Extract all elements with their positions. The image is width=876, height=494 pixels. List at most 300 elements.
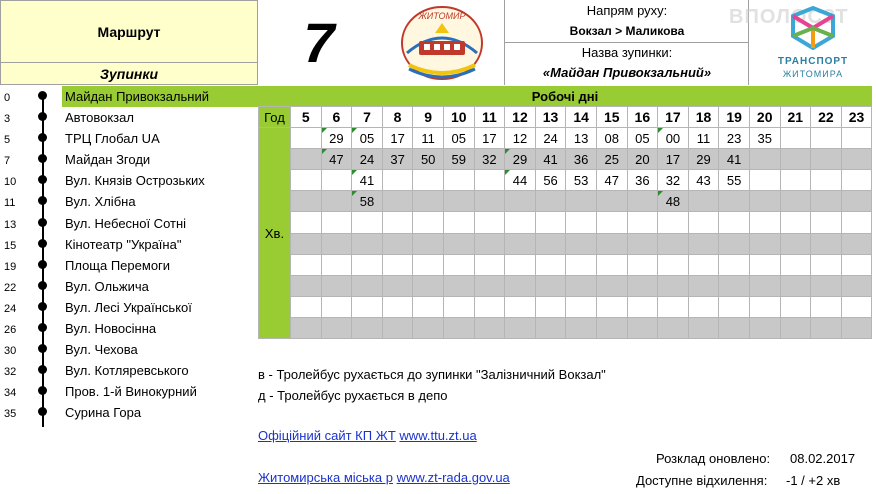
departure-cell: 05	[352, 128, 383, 149]
stop-name[interactable]: Вул. Чехова	[65, 342, 138, 358]
departure-cell: 41	[535, 149, 566, 170]
departure-cell	[749, 254, 780, 275]
stop-minute: 24	[4, 302, 17, 315]
departure-cell: 12	[505, 128, 536, 149]
departure-cell	[382, 170, 413, 191]
departure-cell	[811, 149, 842, 170]
departure-cell	[627, 212, 658, 233]
timetable-row	[259, 170, 872, 191]
deviation-label: Доступне відхилення:	[636, 473, 768, 488]
stop-name[interactable]: ТРЦ Глобал UA	[65, 131, 160, 147]
departure-cell: 05	[443, 128, 474, 149]
hour-header-label: Год	[259, 107, 291, 128]
departure-cell	[352, 275, 383, 296]
departure-cell	[566, 275, 597, 296]
departure-cell	[811, 128, 842, 149]
departure-cell	[413, 317, 444, 338]
departure-cell	[841, 233, 872, 254]
stop-name[interactable]: Вул. Князів Острозьких	[65, 173, 205, 189]
hour-header: 18	[688, 107, 719, 128]
departure-cell	[719, 317, 750, 338]
stop-row	[0, 149, 258, 170]
departure-cell	[780, 170, 811, 191]
departure-cell	[535, 191, 566, 212]
departure-cell: 44	[505, 170, 536, 191]
hour-header: 21	[780, 107, 811, 128]
stop-dot-icon	[38, 91, 47, 100]
departure-cell	[443, 191, 474, 212]
departure-cell	[749, 317, 780, 338]
departure-cell	[474, 170, 505, 191]
council-site-label-link[interactable]: Житомирська міська р	[258, 470, 393, 485]
departure-cell	[505, 212, 536, 233]
departure-cell	[505, 275, 536, 296]
official-site-label-link[interactable]: Офіційний сайт КП ЖТ	[258, 428, 396, 443]
departure-cell	[841, 128, 872, 149]
hour-header: 5	[291, 107, 322, 128]
hour-header: 10	[443, 107, 474, 128]
departure-cell	[811, 317, 842, 338]
departure-cell	[780, 233, 811, 254]
departure-cell	[474, 191, 505, 212]
departure-cell	[780, 254, 811, 275]
departure-cell	[811, 275, 842, 296]
stop-dot-icon	[38, 218, 47, 227]
departure-cell	[291, 296, 322, 317]
stop-minute: 26	[4, 324, 17, 337]
departure-cell	[780, 149, 811, 170]
departure-cell	[474, 212, 505, 233]
departure-cell	[291, 149, 322, 170]
departure-cell	[719, 254, 750, 275]
departure-cell	[596, 296, 627, 317]
stop-dot-icon	[38, 239, 47, 248]
timetable	[258, 106, 872, 339]
departure-cell	[749, 149, 780, 170]
departure-cell: 05	[627, 128, 658, 149]
stop-minute: 0	[4, 92, 11, 104]
hour-header: 17	[658, 107, 689, 128]
hour-header: 12	[505, 107, 536, 128]
header-info	[504, 0, 748, 85]
departure-cell: 29	[688, 149, 719, 170]
departure-cell	[382, 254, 413, 275]
departure-cell	[382, 233, 413, 254]
updated-date: 08.02.2017	[790, 451, 856, 466]
transport-logo-line2: ЖИТОМИРА	[782, 69, 844, 79]
departure-cell	[841, 275, 872, 296]
stop-row	[0, 318, 258, 339]
departure-cell	[291, 128, 322, 149]
stop-name[interactable]: Сурина Гора	[65, 405, 142, 421]
hour-header: 15	[596, 107, 627, 128]
departure-cell	[291, 212, 322, 233]
stop-row	[0, 128, 258, 149]
council-site-row	[258, 470, 510, 485]
departure-cell	[505, 233, 536, 254]
departure-cell	[291, 233, 322, 254]
stop-name[interactable]: Вул. Хлібна	[65, 194, 136, 210]
departure-cell	[535, 296, 566, 317]
stop-row	[0, 255, 258, 276]
departure-cell: 17	[382, 128, 413, 149]
departure-cell	[413, 275, 444, 296]
departure-cell	[780, 212, 811, 233]
departure-cell	[535, 212, 566, 233]
departure-cell	[443, 254, 474, 275]
departure-cell	[627, 275, 658, 296]
departure-cell: 41	[352, 170, 383, 191]
departure-cell	[596, 275, 627, 296]
departure-cell	[596, 191, 627, 212]
departure-cell	[780, 128, 811, 149]
departure-cell	[505, 191, 536, 212]
stop-row	[0, 360, 258, 381]
stops-list	[0, 86, 258, 424]
departure-cell	[780, 317, 811, 338]
departure-cell	[811, 233, 842, 254]
departure-cell	[841, 149, 872, 170]
departure-cell	[382, 212, 413, 233]
departure-cell	[443, 296, 474, 317]
stops-header: Зупинки	[0, 63, 258, 85]
departure-cell	[627, 296, 658, 317]
departure-cell	[811, 296, 842, 317]
departure-cell	[413, 254, 444, 275]
departure-cell	[596, 254, 627, 275]
departure-cell	[596, 317, 627, 338]
departure-cell	[352, 254, 383, 275]
departure-cell	[443, 275, 474, 296]
departure-cell: 56	[535, 170, 566, 191]
official-site-url-link[interactable]: www.ttu.zt.ua	[399, 428, 477, 443]
departure-cell	[474, 254, 505, 275]
departure-cell	[749, 191, 780, 212]
departure-cell	[780, 191, 811, 212]
departure-cell: 00	[658, 128, 689, 149]
departure-cell: 35	[749, 128, 780, 149]
stop-value: «Майдан Привокзальний»	[542, 65, 712, 80]
departure-cell	[658, 254, 689, 275]
stop-dot-icon	[38, 281, 47, 290]
departure-cell: 36	[566, 149, 597, 170]
departure-cell	[658, 296, 689, 317]
stop-minute: 22	[4, 281, 17, 294]
stop-minute: 5	[4, 134, 11, 147]
departure-cell	[535, 254, 566, 275]
hour-header: 23	[841, 107, 872, 128]
departure-cell	[321, 254, 352, 275]
council-site-url-link[interactable]: www.zt-rada.gov.ua	[396, 470, 510, 485]
departure-cell	[352, 296, 383, 317]
departure-cell	[658, 275, 689, 296]
stop-name[interactable]: Вул. Небесної Сотні	[65, 215, 187, 231]
stop-name[interactable]: Автовокзал	[65, 110, 134, 126]
hour-header: 6	[321, 107, 352, 128]
departure-cell	[688, 275, 719, 296]
departure-cell	[505, 317, 536, 338]
hour-header: 16	[627, 107, 658, 128]
departure-cell: 50	[413, 149, 444, 170]
departure-cell	[474, 317, 505, 338]
stop-dot-icon	[38, 386, 47, 395]
departure-cell	[749, 275, 780, 296]
departure-cell: 17	[474, 128, 505, 149]
departure-cell	[566, 296, 597, 317]
departure-cell	[321, 296, 352, 317]
departure-cell	[413, 233, 444, 254]
stop-dot-icon	[38, 133, 47, 142]
stop-name[interactable]: Вул. Новосінна	[65, 321, 157, 337]
departure-cell	[658, 212, 689, 233]
city-logo-text: ЖИТОМИР	[418, 10, 466, 21]
departure-cell	[321, 212, 352, 233]
departure-cell: 48	[658, 191, 689, 212]
departure-cell	[566, 254, 597, 275]
timetable-row	[259, 275, 872, 296]
departure-cell	[566, 233, 597, 254]
departure-cell: 59	[443, 149, 474, 170]
departure-cell: 41	[719, 149, 750, 170]
departure-cell	[719, 212, 750, 233]
stop-dot-icon	[38, 302, 47, 311]
departure-cell	[596, 233, 627, 254]
hour-header: 8	[382, 107, 413, 128]
stop-name[interactable]: Вул. Котляревського	[65, 363, 189, 379]
direction-label: Напрям руху:	[586, 3, 668, 18]
departure-cell	[413, 170, 444, 191]
departure-cell	[780, 296, 811, 317]
departure-cell	[719, 296, 750, 317]
departure-cell	[321, 275, 352, 296]
note-d: д - Тролейбус рухається в депо	[258, 388, 448, 403]
hour-header: 7	[352, 107, 383, 128]
departure-cell	[505, 254, 536, 275]
stop-minute: 7	[4, 155, 11, 168]
departure-cell: 23	[719, 128, 750, 149]
departure-cell	[321, 233, 352, 254]
departure-cell	[352, 317, 383, 338]
departure-cell: 24	[352, 149, 383, 170]
stop-minute: 13	[4, 218, 17, 231]
departure-cell	[413, 296, 444, 317]
departure-cell	[535, 233, 566, 254]
departure-cell	[474, 233, 505, 254]
hour-header: 14	[566, 107, 597, 128]
departure-cell: 11	[688, 128, 719, 149]
departure-cell: 43	[688, 170, 719, 191]
route-number: 7	[303, 11, 335, 74]
stop-minute: 10	[4, 176, 17, 189]
stop-minute: 19	[4, 260, 17, 273]
departure-cell	[474, 296, 505, 317]
transport-knot-icon	[783, 6, 843, 50]
departure-cell	[535, 275, 566, 296]
departure-cell	[658, 317, 689, 338]
timetable-row	[259, 317, 872, 338]
stop-dot-icon	[38, 260, 47, 269]
departure-cell	[321, 317, 352, 338]
deviation-value: -1 / +2 хв	[786, 473, 841, 488]
departure-cell	[291, 254, 322, 275]
departure-cell: 29	[505, 149, 536, 170]
timetable-row	[259, 128, 872, 149]
departure-cell	[627, 233, 658, 254]
departure-cell	[658, 233, 689, 254]
departure-cell	[780, 275, 811, 296]
departure-cell	[749, 233, 780, 254]
departure-cell	[841, 254, 872, 275]
departure-cell	[535, 317, 566, 338]
stop-name[interactable]: Пров. 1-й Винокурний	[65, 384, 197, 400]
departure-cell: 25	[596, 149, 627, 170]
stop-row	[0, 191, 258, 212]
stop-row	[0, 381, 258, 402]
departure-cell	[382, 191, 413, 212]
departure-cell: 11	[413, 128, 444, 149]
departure-cell	[321, 170, 352, 191]
timetable-row	[259, 296, 872, 317]
departure-cell	[627, 317, 658, 338]
departure-cell	[291, 275, 322, 296]
stop-dot-icon	[38, 154, 47, 163]
departure-cell	[688, 254, 719, 275]
timetable-row	[259, 149, 872, 170]
hour-header: 19	[719, 107, 750, 128]
departure-cell	[841, 191, 872, 212]
departure-cell	[443, 170, 474, 191]
stop-minute: 34	[4, 387, 17, 400]
minute-header-label: Хв.	[259, 128, 291, 339]
departure-cell	[566, 191, 597, 212]
city-emblem-icon	[397, 3, 487, 83]
stop-name[interactable]: Вул. Ольжича	[65, 278, 149, 294]
departure-cell: 58	[352, 191, 383, 212]
note-v: в - Тролейбус рухається до зупинки "Залізничний Вокзал"	[258, 367, 606, 382]
hour-header: 22	[811, 107, 842, 128]
stop-row	[0, 86, 258, 107]
stop-minute: 15	[4, 239, 17, 252]
departure-cell	[688, 212, 719, 233]
departure-cell	[841, 212, 872, 233]
departure-cell	[352, 233, 383, 254]
departure-cell: 17	[658, 149, 689, 170]
departure-cell	[321, 191, 352, 212]
stop-name[interactable]: Майдан Привокзальний	[62, 86, 258, 107]
stop-minute: 3	[4, 113, 11, 126]
stop-dot-icon	[38, 365, 47, 374]
departure-cell	[749, 296, 780, 317]
departure-cell: 32	[658, 170, 689, 191]
transport-logo-line1: ТРАНСПОРТ	[777, 56, 849, 67]
stop-dot-icon	[38, 344, 47, 353]
hour-header: 9	[413, 107, 444, 128]
hour-header: 13	[535, 107, 566, 128]
departure-cell	[688, 296, 719, 317]
stop-row	[0, 107, 258, 128]
stop-name[interactable]: Площа Перемоги	[65, 257, 171, 273]
stop-row	[0, 276, 258, 297]
stop-dot-icon	[38, 323, 47, 332]
departure-cell	[841, 317, 872, 338]
departure-cell	[382, 275, 413, 296]
direction-value: Вокзал > Маликова	[569, 24, 685, 38]
day-type-bar: Робочі дні	[258, 86, 872, 106]
departure-cell	[291, 170, 322, 191]
departure-cell: 36	[627, 170, 658, 191]
watermark: ВПОЛОСЗТ	[729, 6, 849, 28]
departure-cell: 37	[382, 149, 413, 170]
stop-minute: 35	[4, 408, 17, 421]
stop-name[interactable]: Кінотеатр "Україна"	[65, 236, 182, 252]
departure-cell	[505, 296, 536, 317]
departure-cell	[841, 170, 872, 191]
departure-cell	[443, 233, 474, 254]
stop-name[interactable]: Вул. Лесі Української	[65, 299, 192, 315]
timetable-row	[259, 212, 872, 233]
departure-cell	[474, 275, 505, 296]
hour-header: 20	[749, 107, 780, 128]
stop-dot-icon	[38, 175, 47, 184]
departure-cell	[811, 212, 842, 233]
departure-cell	[627, 191, 658, 212]
stop-row	[0, 402, 258, 423]
departure-cell: 13	[566, 128, 597, 149]
departure-cell	[566, 212, 597, 233]
official-site-row	[258, 428, 477, 443]
stop-minute: 32	[4, 366, 17, 379]
departure-cell: 55	[719, 170, 750, 191]
stop-minute: 11	[4, 197, 16, 210]
stop-name[interactable]: Майдан Згоди	[65, 152, 151, 168]
departure-cell: 47	[596, 170, 627, 191]
stop-dot-icon	[38, 112, 47, 121]
departure-cell	[811, 191, 842, 212]
city-logo	[380, 0, 504, 85]
departure-cell: 47	[321, 149, 352, 170]
stop-row	[0, 170, 258, 191]
departure-cell: 29	[321, 128, 352, 149]
departure-cell	[811, 254, 842, 275]
stop-row	[0, 234, 258, 255]
departure-cell	[443, 212, 474, 233]
departure-cell	[382, 317, 413, 338]
stop-minute: 30	[4, 345, 17, 358]
stop-row	[0, 213, 258, 234]
departure-cell: 53	[566, 170, 597, 191]
timetable-row	[259, 191, 872, 212]
departure-cell	[291, 191, 322, 212]
departure-cell	[352, 212, 383, 233]
hour-header: 11	[474, 107, 505, 128]
departure-cell	[688, 191, 719, 212]
timetable-row	[259, 254, 872, 275]
stop-dot-icon	[38, 407, 47, 416]
stop-row	[0, 339, 258, 360]
departure-cell	[566, 317, 597, 338]
departure-cell	[688, 317, 719, 338]
stop-label: Назва зупинки:	[581, 45, 673, 60]
departure-cell	[719, 191, 750, 212]
departure-cell: 20	[627, 149, 658, 170]
departure-cell	[413, 212, 444, 233]
departure-cell	[841, 296, 872, 317]
departure-cell	[688, 233, 719, 254]
route-header: Маршрут	[0, 0, 258, 63]
departure-cell	[719, 233, 750, 254]
updated-label: Розклад оновлено:	[656, 451, 771, 466]
transport-logo	[729, 0, 876, 85]
